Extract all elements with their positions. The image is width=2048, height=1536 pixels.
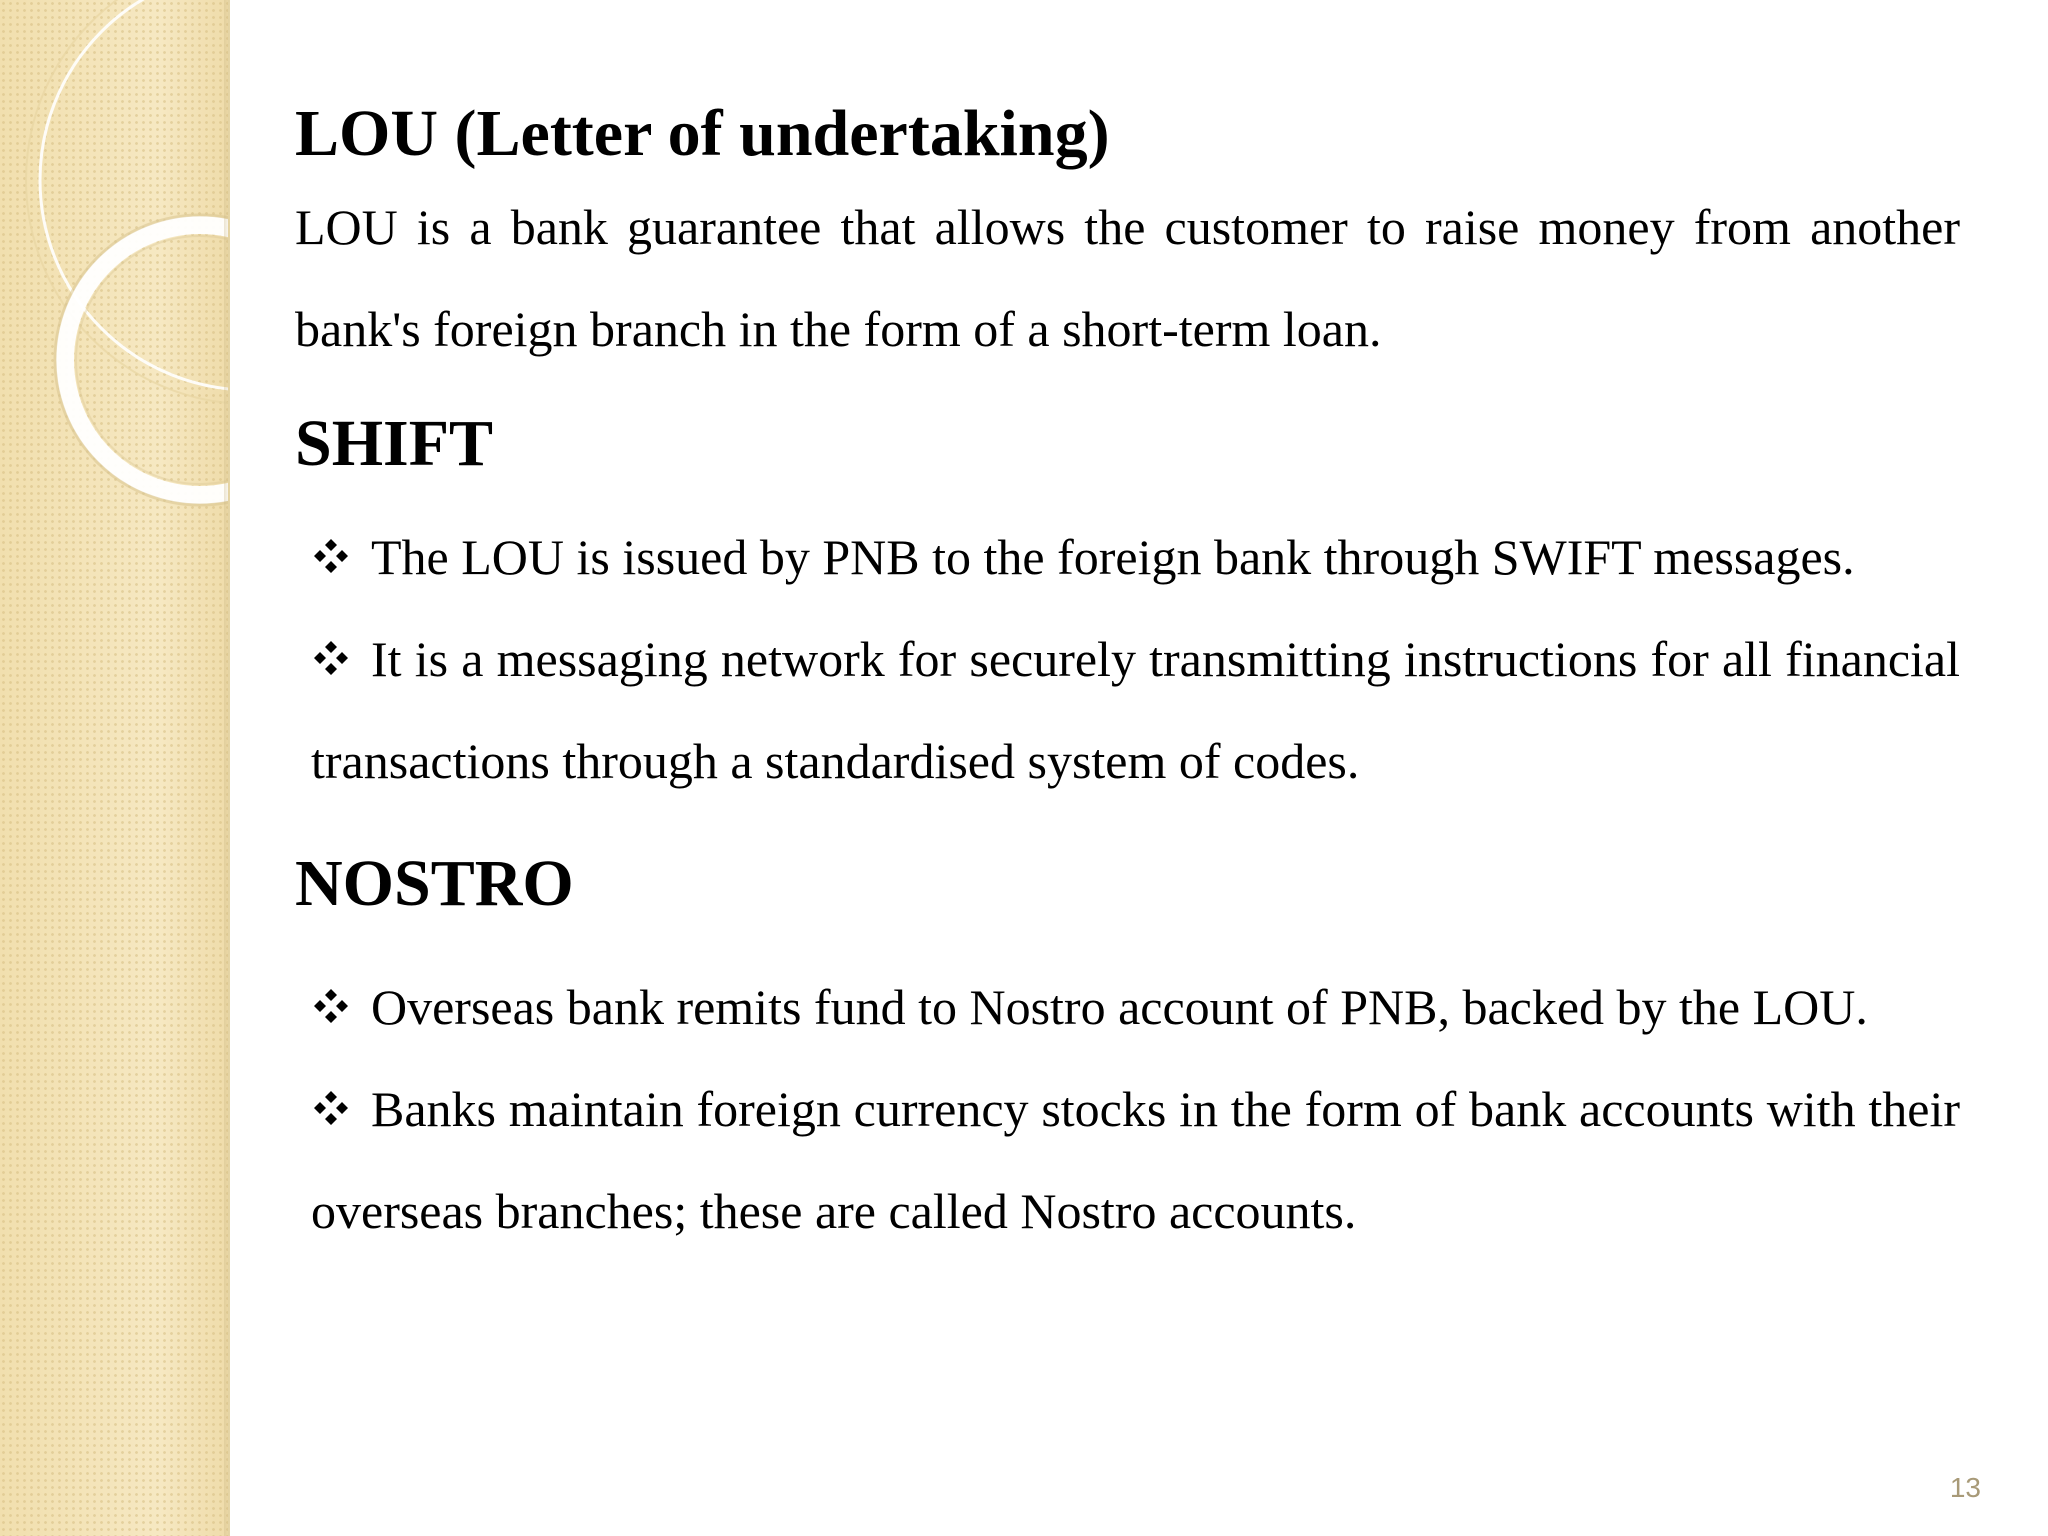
decorative-rings-icon bbox=[0, 0, 228, 520]
nostro-bullet-list bbox=[295, 956, 1960, 1262]
shift-bullet-list bbox=[295, 506, 1960, 812]
diamond-bullet-icon bbox=[311, 1088, 351, 1128]
lou-definition: LOU is a bank guarantee that allows the customer to raise money from another bank's foreign branch in the form of a short-term loan. bbox=[295, 199, 1960, 357]
list-item bbox=[311, 608, 1960, 812]
bullet-text: Overseas bank remits fund to Nostro account of PNB, backed by the LOU. bbox=[371, 979, 1868, 1035]
list-item bbox=[311, 1058, 1960, 1262]
diamond-bullet-icon bbox=[311, 536, 351, 576]
bullet-text: The LOU is issued by PNB to the foreign bank through SWIFT messages. bbox=[371, 529, 1855, 585]
list-item bbox=[311, 506, 1960, 608]
bullet-text: It is a messaging network for securely transmitting instructions for all financial transactions through a standardised system of codes. bbox=[311, 631, 1960, 789]
bullet-text: Banks maintain foreign currency stocks in the form of bank accounts with their overseas branches; these are called Nostro accounts. bbox=[311, 1081, 1960, 1239]
diamond-bullet-icon bbox=[311, 986, 351, 1026]
diamond-bullet-icon bbox=[311, 638, 351, 678]
list-item bbox=[311, 956, 1960, 1058]
heading-nostro: NOSTRO bbox=[295, 847, 574, 920]
page-number: 13 bbox=[1949, 1472, 1981, 1503]
heading-lou: LOU (Letter of undertaking) bbox=[295, 97, 1110, 170]
heading-shift: SHIFT bbox=[295, 407, 494, 480]
decorative-side-band bbox=[0, 0, 230, 1536]
slide-content bbox=[295, 92, 1960, 1262]
